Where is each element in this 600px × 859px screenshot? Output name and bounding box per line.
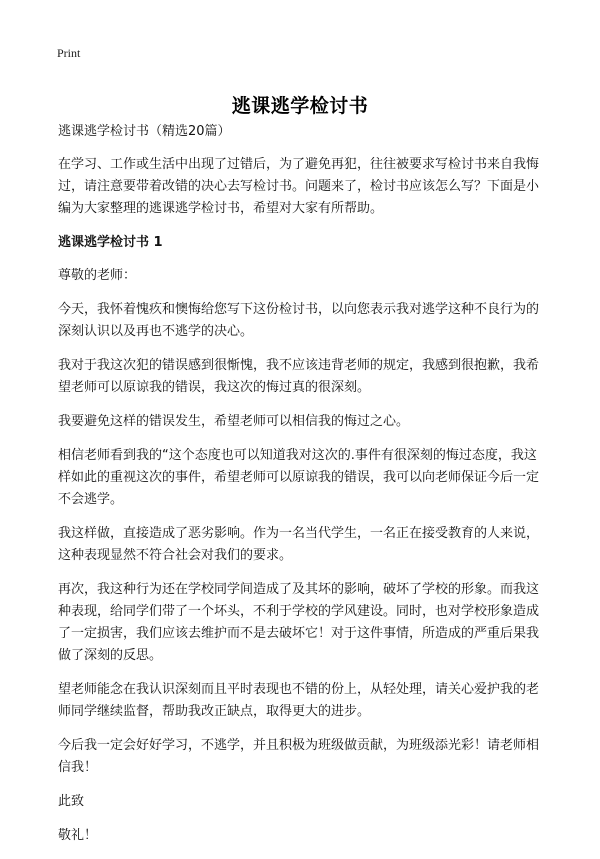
document-subtitle: 逃课逃学检讨书（精选20篇） bbox=[58, 124, 231, 139]
section-heading: 逃课逃学检讨书 1 bbox=[58, 235, 163, 250]
closing-line: 此致 bbox=[58, 794, 85, 809]
body-paragraph-8: 今后我一定会好好学习，不逃学，并且积极为班级做贡献，为班级添光彩！请老师相信我！ bbox=[58, 738, 540, 775]
salutation: 尊敬的老师： bbox=[58, 268, 137, 283]
intro-paragraph: 在学习、工作或生活中出现了过错后，为了避免再犯，往往被要求写检讨书来自我悔过，请注意要带着改错的决心去写检讨书。问题来了，检讨书应该怎么写？下面是小编为大家整理的逃课逃学检讨书，希望对大家有所帮助。 bbox=[58, 157, 540, 216]
body-paragraph-4: 相信老师看到我的“这个态度也可以知道我对这次的.事件有很深刻的悔过态度，我这样如此的重视这次的事件，希望老师可以原谅我的错误，我可以向老师保证今后一定不会逃学。 bbox=[58, 448, 540, 507]
document-body bbox=[58, 121, 544, 859]
body-paragraph-2: 我对于我这次犯的错误感到很惭愧，我不应该违背老师的规定，我感到很抱歉，我希望老师可以原谅我的错误，我这次的悔过真的很深刻。 bbox=[58, 358, 540, 395]
print-link[interactable]: Print bbox=[57, 46, 81, 60]
body-paragraph-5: 我这样做，直接造成了恶劣影响。作为一名当代学生，一名正在接受教育的人来说，这种表现显然不符合社会对我们的要求。 bbox=[58, 526, 540, 563]
document-title: 逃课逃学检讨书 bbox=[231, 94, 369, 117]
closing-regards: 敬礼！ bbox=[58, 828, 98, 843]
body-paragraph-7: 望老师能念在我认识深刻而且平时表现也不错的份上，从轻处理，请关心爱护我的老师同学继续监督，帮助我改正缺点，取得更大的进步。 bbox=[58, 682, 540, 719]
body-paragraph-3: 我要避免这样的错误发生，希望老师可以相信我的悔过之心。 bbox=[58, 414, 410, 429]
body-paragraph-6: 再次，我这种行为还在学校同学间造成了及其坏的影响，破坏了学校的形象。而我这种表现，给同学们带了一个坏头，不利于学校的学风建设。同时，也对学校形象造成了一定损害，我们应该去维护而不是去破坏它！对于这件事情，所造成的严重后果我做了深刻的反思。 bbox=[58, 582, 540, 663]
body-paragraph-1: 今天，我怀着愧疚和懊悔给您写下这份检讨书，以向您表示我对逃学这种不良行为的深刻认识以及再也不逃学的决心。 bbox=[58, 302, 540, 339]
